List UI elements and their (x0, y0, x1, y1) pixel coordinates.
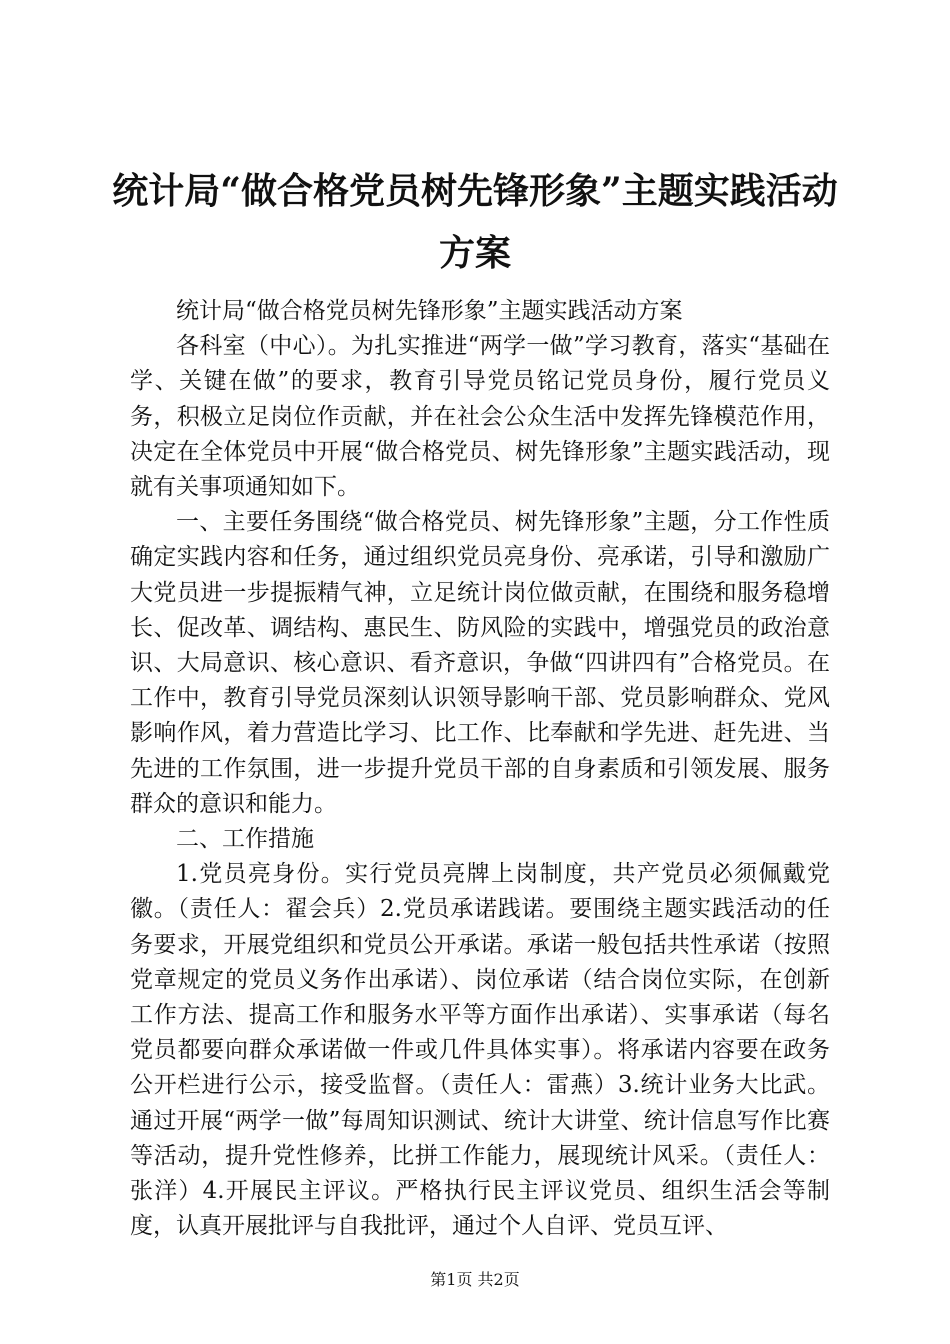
intro-paragraph: 各科室（中心）。为扎实推进“两学一做”学习教育，落实“基础在学、关键在做”的要求，教育引导党员铭记党员身份，履行党员义务，积极立足岗位作贡献，并在社会公众生活中发挥先锋模范作用，决定在全体党员中开展“做合格党员、树先锋形象”主题实践活动，现就有关事项通知如下。 (130, 333, 830, 501)
page-number-footer: 第1页 共2页 (430, 1270, 520, 1289)
main-tasks-paragraph: 一、主要任务围绕“做合格党员、树先锋形象”主题，分工作性质确定实践内容和任务，通过组织党员亮身份、亮承诺，引导和激励广大党员进一步提振精气神，立足统计岗位做贡献，在围绕和服务稳增长、促改革、调结构、惠民生、防风险的实践中，增强党员的政治意识、大局意识、核心意识、看齐意识，争做“四讲四有”合格党员。在工作中，教育引导党员深刻认识领导影响干部、党员影响群众、党风影响作风，着力营造比学习、比工作、比奉献和学先进、赶先进、当先进的工作氛围，进一步提升党员干部的自身素质和引领发展、服务群众的意识和能力。 (130, 509, 830, 817)
document-title: 统计局“做合格党员树先锋形象”主题实践活动方案 (112, 170, 838, 274)
subtitle-paragraph: 统计局“做合格党员树先锋形象”主题实践活动方案 (176, 298, 683, 324)
document-body (130, 294, 830, 1244)
measures-paragraph: 1.党员亮身份。实行党员亮牌上岗制度，共产党员必须佩戴党徽。（责任人：翟会兵）2.党员承诺践诺。要围绕主题实践活动的任务要求，开展党组织和党员公开承诺。承诺一般包括共性承诺（按照党章规定的党员义务作出承诺）、岗位承诺（结合岗位实际，在创新工作方法、提高工作和服务水平等方面作出承诺）、实事承诺（每名党员都要向群众承诺做一件或几件具体实事）。将承诺内容要在政务公开栏进行公示，接受监督。（责任人：雷燕）3.统计业务大比武。通过开展“两学一做”每周知识测试、统计大讲堂、统计信息写作比赛等活动，提升党性修养，比拼工作能力，展现统计风采。（责任人：张洋）4.开展民主评议。严格执行民主评议党员、组织生活会等制度，认真开展批评与自我批评，通过个人自评、党员互评、 (130, 861, 830, 1240)
section-heading-measures: 二、工作措施 (176, 826, 314, 853)
